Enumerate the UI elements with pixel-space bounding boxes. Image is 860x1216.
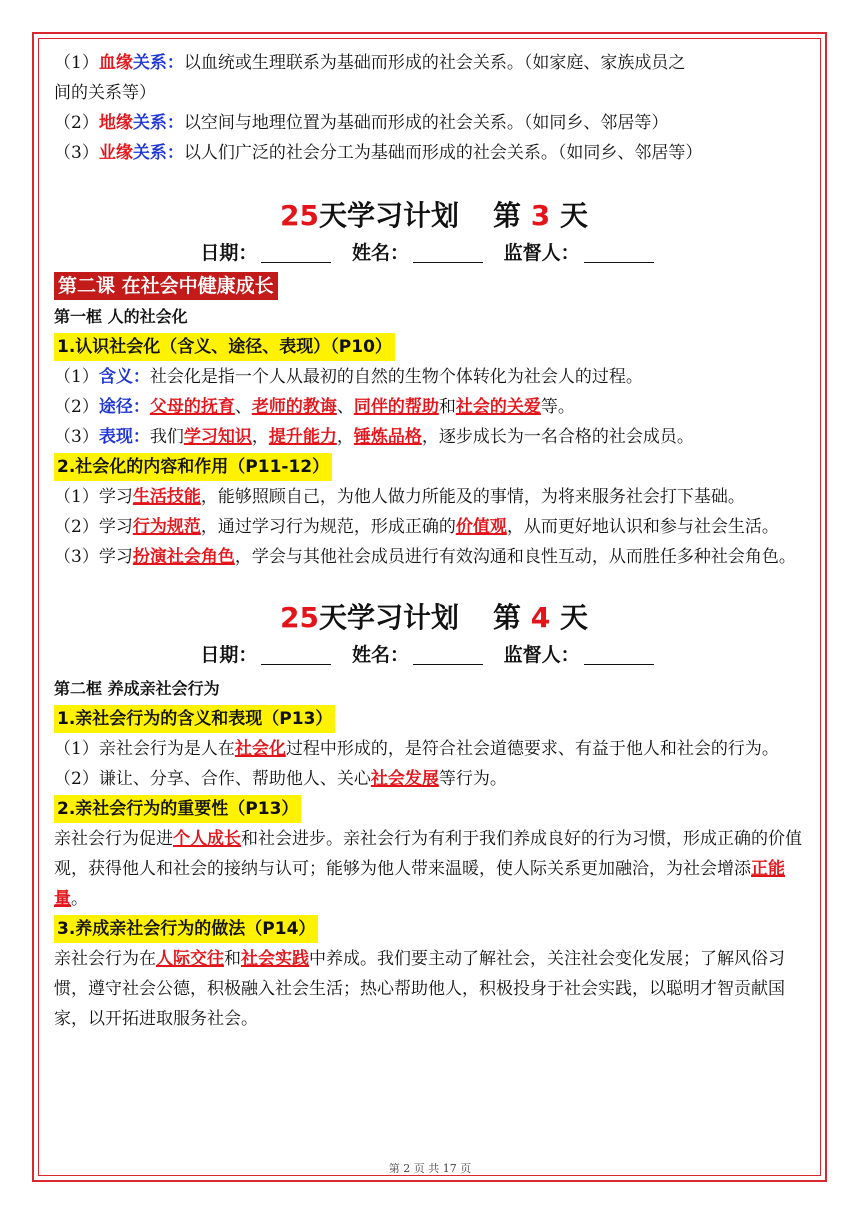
frame-title: 第二框 养成亲社会行为 [54, 679, 220, 698]
item-number: （3） [54, 427, 99, 447]
key-term: 人际交往 [156, 949, 224, 969]
name-blank[interactable] [413, 242, 483, 263]
s2-para-2 [54, 512, 814, 542]
day4-sign-row [54, 638, 814, 672]
frame-title: 第一框 人的社会化 [54, 307, 188, 326]
key-term: 学习知识 [183, 427, 252, 447]
day-suffix: 天 [559, 601, 588, 634]
date-blank[interactable] [261, 242, 331, 263]
item-text: 等。 [540, 397, 575, 417]
day-number: 3 [530, 199, 551, 232]
key-term: 同伴的帮助 [353, 397, 439, 417]
plan-label: 天学习计划 [318, 199, 459, 232]
key-term: 锤炼品格 [353, 427, 422, 447]
keyword: 表现： [98, 427, 150, 447]
name-label: 姓名： [351, 644, 409, 666]
d4-s1-para-2 [54, 764, 814, 794]
conjunction: 和 [438, 397, 456, 417]
plan-label: 天学习计划 [318, 601, 459, 634]
item-text: 。 [71, 889, 88, 909]
key-term: 社会实践 [241, 949, 309, 969]
keyword: 含义： [98, 367, 150, 387]
day4-title [54, 598, 814, 638]
key-term: 扮演社会角色 [132, 547, 235, 567]
item-text: 以空间与地理位置为基础而形成的社会关系。（如同乡、邻居等） [183, 113, 669, 133]
section-heading-row [54, 794, 814, 824]
separator: ， [336, 427, 354, 447]
page-footer: 第 2 页 共 17 页 [388, 1162, 472, 1175]
keyword: 业缘 [98, 143, 133, 163]
s1-line-1 [54, 362, 814, 392]
section-heading-row [54, 332, 814, 362]
keyword-suffix: 关系： [132, 53, 184, 73]
section-heading: 3.养成亲社会行为的做法（P14） [54, 915, 318, 943]
date-label: 日期： [200, 644, 258, 666]
item-text: 过程中形成的，是符合社会道德要求、有益于他人和社会的行为。 [285, 739, 779, 759]
intro-item-2 [54, 108, 814, 138]
section-heading-row [54, 452, 814, 482]
separator: ， [251, 427, 269, 447]
section-heading: 2.社会化的内容和作用（P11-12） [54, 453, 332, 481]
item-text: 社会化是指一个人从最初的自然的生物个体转化为社会人的过程。 [149, 367, 643, 387]
section-heading: 1.亲社会行为的含义和表现（P13） [54, 705, 335, 733]
day-suffix: 天 [559, 199, 588, 232]
date-blank[interactable] [261, 644, 331, 665]
item-text: （2）谦让、分享、合作、帮助他人、关心 [54, 769, 371, 789]
section-heading: 1.认识社会化（含义、途径、表现）（P10） [54, 333, 395, 361]
s2-para-3 [54, 542, 814, 572]
item-text: （2）学习 [54, 517, 133, 537]
item-text: 以血统或生理联系为基础而形成的社会关系。（如家庭、家族成员之 [183, 53, 686, 73]
item-text: （1）亲社会行为是人在 [54, 739, 235, 759]
supervisor-label: 监督人： [503, 644, 580, 666]
key-term: 价值观 [455, 517, 507, 537]
ordinal-prefix: 第 [492, 601, 521, 634]
d4-s3-para [54, 944, 814, 1034]
lesson-row [54, 272, 814, 302]
conjunction: 和 [224, 949, 241, 969]
key-term: 提升能力 [268, 427, 337, 447]
key-term: 生活技能 [132, 487, 201, 507]
item-text: 和社会进步。亲社会行为有利于我们养成良好的行为习惯，形成正确的价值观，获得他人和社会的接纳与认可；能够为他人带来温暖，使人际关系更加融洽，为社会增添 [54, 829, 802, 879]
day-count: 25 [280, 601, 319, 634]
intro-item-1 [54, 48, 814, 108]
item-text: 亲社会行为在 [54, 949, 156, 969]
item-text: 以人们广泛的社会分工为基础而形成的社会关系。（如同乡、邻居等） [183, 143, 703, 163]
key-term: 正能量 [54, 859, 785, 909]
keyword: 血缘 [98, 53, 133, 73]
key-term: 个人成长 [173, 829, 241, 849]
lesson-title: 第二课 在社会中健康成长 [54, 272, 278, 300]
item-text: 等行为。 [438, 769, 507, 789]
supervisor-label: 监督人： [503, 242, 580, 264]
item-text: ，从而更好地认识和参与社会生活。 [506, 517, 779, 537]
item-number: （1） [54, 367, 99, 387]
item-text: ，能够照顾自己，为他人做力所能及的事情，为将来服务社会打下基础。 [200, 487, 745, 507]
d4-s1-para-1 [54, 734, 814, 764]
item-text: （3）学习 [54, 547, 133, 567]
day3-title [54, 196, 814, 236]
item-text: ，学会与其他社会成员进行有效沟通和良性互动，从而胜任多种社会角色。 [234, 547, 796, 567]
key-term: 社会的关爱 [455, 397, 541, 417]
date-label: 日期： [200, 242, 258, 264]
section-heading-row [54, 914, 814, 944]
item-text: ，逐步成长为一名合格的社会成员。 [421, 427, 694, 447]
key-term: 行为规范 [132, 517, 201, 537]
item-text: 中养成。我们要主动了解社会，关注社会变化发展；了解风俗习惯，遵守社会公德，积极融入社会生活；热心帮助他人，积极投身于社会实践，以聪明才智贡献国家，以开拓进取服务社会。 [54, 949, 785, 1029]
d4-s2-para [54, 824, 814, 914]
item-number: （2） [54, 397, 99, 417]
item-text: ，通过学习行为规范，形成正确的 [200, 517, 456, 537]
keyword: 地缘 [98, 113, 133, 133]
key-term: 父母的抚育 [149, 397, 235, 417]
key-term: 社会化 [234, 739, 286, 759]
name-label: 姓名： [351, 242, 409, 264]
item-number: （2） [54, 113, 99, 133]
item-text: 亲社会行为促进 [54, 829, 173, 849]
separator: 、 [234, 397, 252, 417]
section-heading: 2.亲社会行为的重要性（P13） [54, 795, 301, 823]
keyword-suffix: 关系： [132, 113, 184, 133]
key-term: 老师的教诲 [251, 397, 337, 417]
separator: 、 [336, 397, 354, 417]
intro-item-3 [54, 138, 814, 168]
page-content [54, 48, 814, 1034]
ordinal-prefix: 第 [492, 199, 521, 232]
item-text-cont: 间的关系等） [54, 83, 156, 103]
item-text: 我们 [149, 427, 184, 447]
key-term: 社会发展 [370, 769, 439, 789]
keyword: 途径： [98, 397, 150, 417]
s2-para-1 [54, 482, 814, 512]
day-number: 4 [530, 601, 551, 634]
day3-sign-row [54, 236, 814, 270]
day-count: 25 [280, 199, 319, 232]
keyword-suffix: 关系： [132, 143, 184, 163]
item-text: （1）学习 [54, 487, 133, 507]
name-blank[interactable] [413, 644, 483, 665]
supervisor-blank[interactable] [584, 644, 654, 665]
s1-line-3 [54, 422, 814, 452]
section-heading-row [54, 704, 814, 734]
s1-line-2 [54, 392, 814, 422]
item-number: （3） [54, 143, 99, 163]
item-number: （1） [54, 53, 99, 73]
supervisor-blank[interactable] [584, 242, 654, 263]
